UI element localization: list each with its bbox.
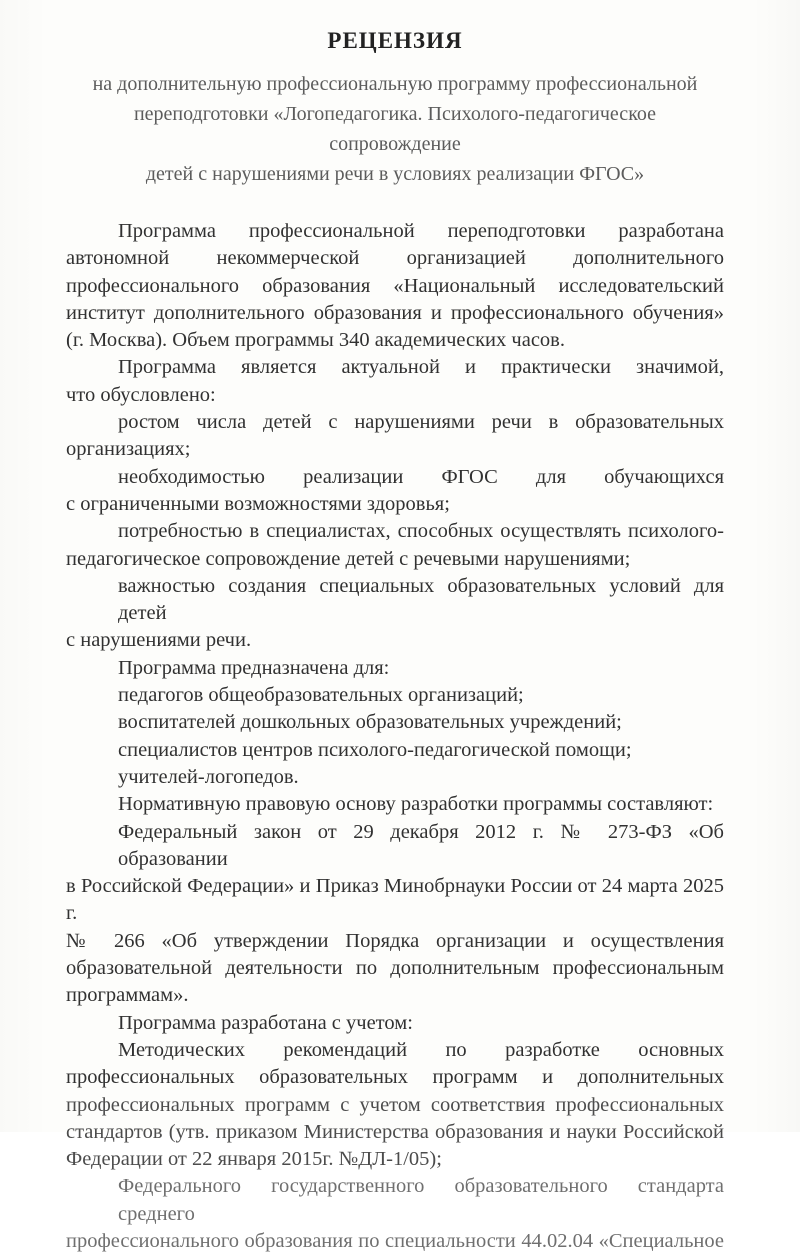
text-line: потребностью в специалистах, способных осуществлять психолого- xyxy=(118,520,724,543)
text-line: Программа предназначена для: xyxy=(118,656,390,679)
text-line: профессионального образования по специальности 44.02.04 «Специальное xyxy=(66,1229,724,1252)
document-subtitle-line: переподготовки «Логопедагогика. Психолого-педагогическое сопровождение xyxy=(133,103,657,155)
text-line: стандартов (утв. приказом Министерства образования и науки Российской xyxy=(66,1120,724,1143)
text-line: учителей-логопедов. xyxy=(118,765,299,788)
text-line: необходимостью реализации ФГОС для обучающихся xyxy=(118,465,724,488)
text-line: автономной некоммерческой организацией дополнительного xyxy=(66,247,724,270)
text-line: с нарушениями речи. xyxy=(66,629,252,652)
text-line: Федеральный закон от 29 декабря 2012 г. № 273-ФЗ «Об образовании xyxy=(118,820,724,870)
text-line: Федерального государственного образовательного стандарта среднего xyxy=(118,1175,724,1225)
text-line: (г. Москва). Объем программы 340 академических часов. xyxy=(66,329,565,352)
document-subtitle-line: на дополнительную профессиональную программу профессиональной xyxy=(92,73,698,95)
text-line: профессионального образования «Национальный исследовательский xyxy=(66,274,724,297)
text-line: Федерации от 22 января 2015г. №ДЛ-1/05); xyxy=(66,1148,442,1171)
text-line: Программа профессиональной переподготовки разработана xyxy=(118,220,724,242)
text-line: педагогическое сопровождение детей с речевыми нарушениями; xyxy=(66,547,631,570)
text-line: программам». xyxy=(66,984,189,1007)
document-subtitle-line: детей с нарушениями речи в условиях реализации ФГОС» xyxy=(145,163,645,185)
text-line: что обусловлено: xyxy=(66,383,216,406)
text-line: профессиональных образовательных программ и дополнительных xyxy=(66,1066,724,1089)
document-title: РЕЦЕНЗИЯ xyxy=(327,28,463,53)
text-line: в Российской Федерации» и Приказ Минобрнауки России от 24 марта 2025 г. xyxy=(66,875,724,925)
text-line: Нормативную правовую основу разработки программы составляют: xyxy=(118,793,714,816)
text-line: ростом числа детей с нарушениями речи в образовательных xyxy=(118,411,724,434)
text-line: Методических рекомендаций по разработке основных xyxy=(118,1038,724,1061)
text-line: № 266 «Об утверждении Порядка организации и осуществления xyxy=(66,929,724,952)
text-line: организациях; xyxy=(66,438,191,461)
text-line: институт дополнительного образования и профессионального обучения» xyxy=(66,301,724,324)
text-line: воспитателей дошкольных образовательных учреждений; xyxy=(118,711,622,734)
text-line: профессиональных программ с учетом соответствия профессиональных xyxy=(66,1093,724,1116)
text-line: важностью создания специальных образовательных условий для детей xyxy=(118,574,724,625)
text-line: педагогов общеобразовательных организаций; xyxy=(118,684,524,707)
text-line: с ограниченными возможностями здоровья; xyxy=(66,492,450,515)
document-body xyxy=(66,218,724,1255)
text-line: специалистов центров психолого-педагогической помощи; xyxy=(118,738,632,761)
document-subtitle xyxy=(66,69,724,189)
text-line: образовательной деятельности по дополнительным профессиональным xyxy=(66,957,724,980)
text-line: Программа является актуальной и практически значимой, xyxy=(118,356,724,379)
text-line: Программа разработана с учетом: xyxy=(118,1011,413,1034)
